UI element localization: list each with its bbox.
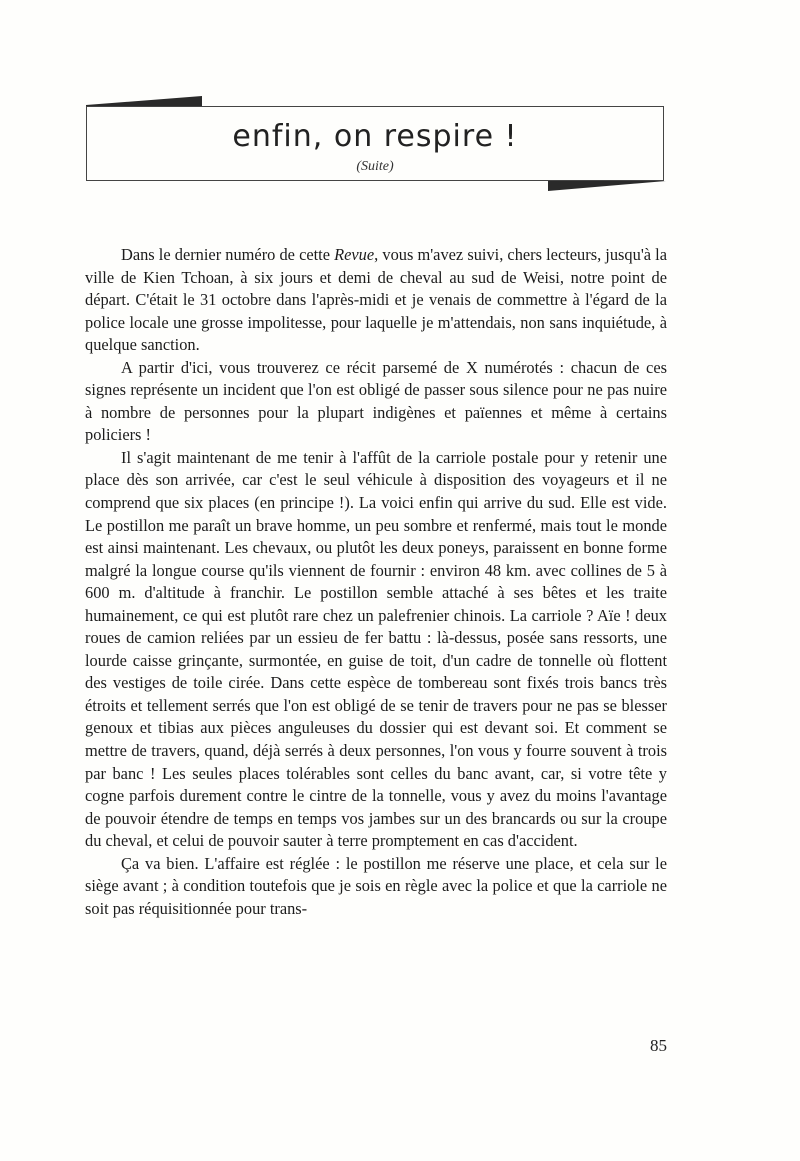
paragraph-1-rest: , vous m'avez suivi, chers lecteurs, jusqu'à la ville de Kien Tchoan, à six jours et demi de cheval au sud de Weisi, notre point de départ. C'était le 31 octobre dans l'après-midi et je venais de commettre à l'égard de la police locale une grosse impolitesse, pour laquelle je m'attendais, non sans inquiétude, à quelque sanction. [85, 245, 667, 355]
paragraph-3: Il s'agit maintenant de me tenir à l'affût de la carriole postale pour y retenir une place dès son arrivée, car c'est le seul véhicule à disposition des voyageurs et il ne comprend que six places (en principe !). La voici enfin qui arrive du sud. Elle est vide. Le postillon me paraît un brave homme, un peu sombre et renfermé, mais tout le monde est ainsi maintenant. Les chevaux, ou plutôt les deux poneys, paraissent en bonne forme malgré la longue course qu'ils viennent de fournir : environ 48 km. avec collines de 5 à 600 m. d'altitude à franchir. Le postillon semble attaché à ses bêtes et les traite humainement, ce qui est plutôt rare chez un palefrenier chinois. La carriole ? Aïe ! deux roues de camion reliées par un essieu de fer battu : là-dessus, posée sans ressorts, une lourde caisse grinçante, surmontée, en guise de toit, d'un cadre de tonnelle où flottent des vestiges de toile cirée. Dans cette espèce de tombereau sont fixés trois bancs très étroits et tellement serrés que l'on est obligé de se tenir de travers pour ne pas se blesser genoux et tibias aux pièces anguleuses du dossier qui est devant soi. Et comment se mettre de travers, quand, déjà serrés à deux personnes, l'on vous y fourre souvent à trois par banc ! Les seules places tolérables sont celles du banc avant, car, si votre tête y cogne parfois durement contre le cintre de la tonnelle, vous y avez du moins l'avantage de pouvoir étendre de temps en temps vos jambes sur un des brancards ou sur la croupe du cheval, et celui de pouvoir sauter à terre promptement en cas d'accident. [85, 447, 667, 851]
title-ornament-top [86, 96, 202, 106]
page-number: 85 [650, 1036, 667, 1055]
revue-emphasis: Revue [334, 245, 375, 264]
paragraph-4: Ça va bien. L'affaire est réglée : le postillon me réserve une place, et cela sur le siège avant ; à condition toutefois que je sois en règle avec la police et que la carriole ne soit pas réquisitionnée pour trans- [85, 853, 667, 918]
paragraph-1 [85, 244, 667, 357]
title-ornament-bottom [548, 181, 666, 191]
article-title: enfin, on respire ! [232, 119, 518, 154]
article-body [85, 244, 667, 920]
paragraph-1-start: Dans le dernier numéro de cette [121, 245, 335, 264]
paragraph-2: A partir d'ici, vous trouverez ce récit parsemé de X numérotés : chacun de ces signes représente un incident que l'on est obligé de passer sous silence pour ne pas nuire à nombre de personnes pour la plupart indigènes et païennes et même à certains policiers ! [85, 357, 667, 445]
article-subtitle: (Suite) [356, 159, 394, 174]
title-box [86, 106, 664, 181]
